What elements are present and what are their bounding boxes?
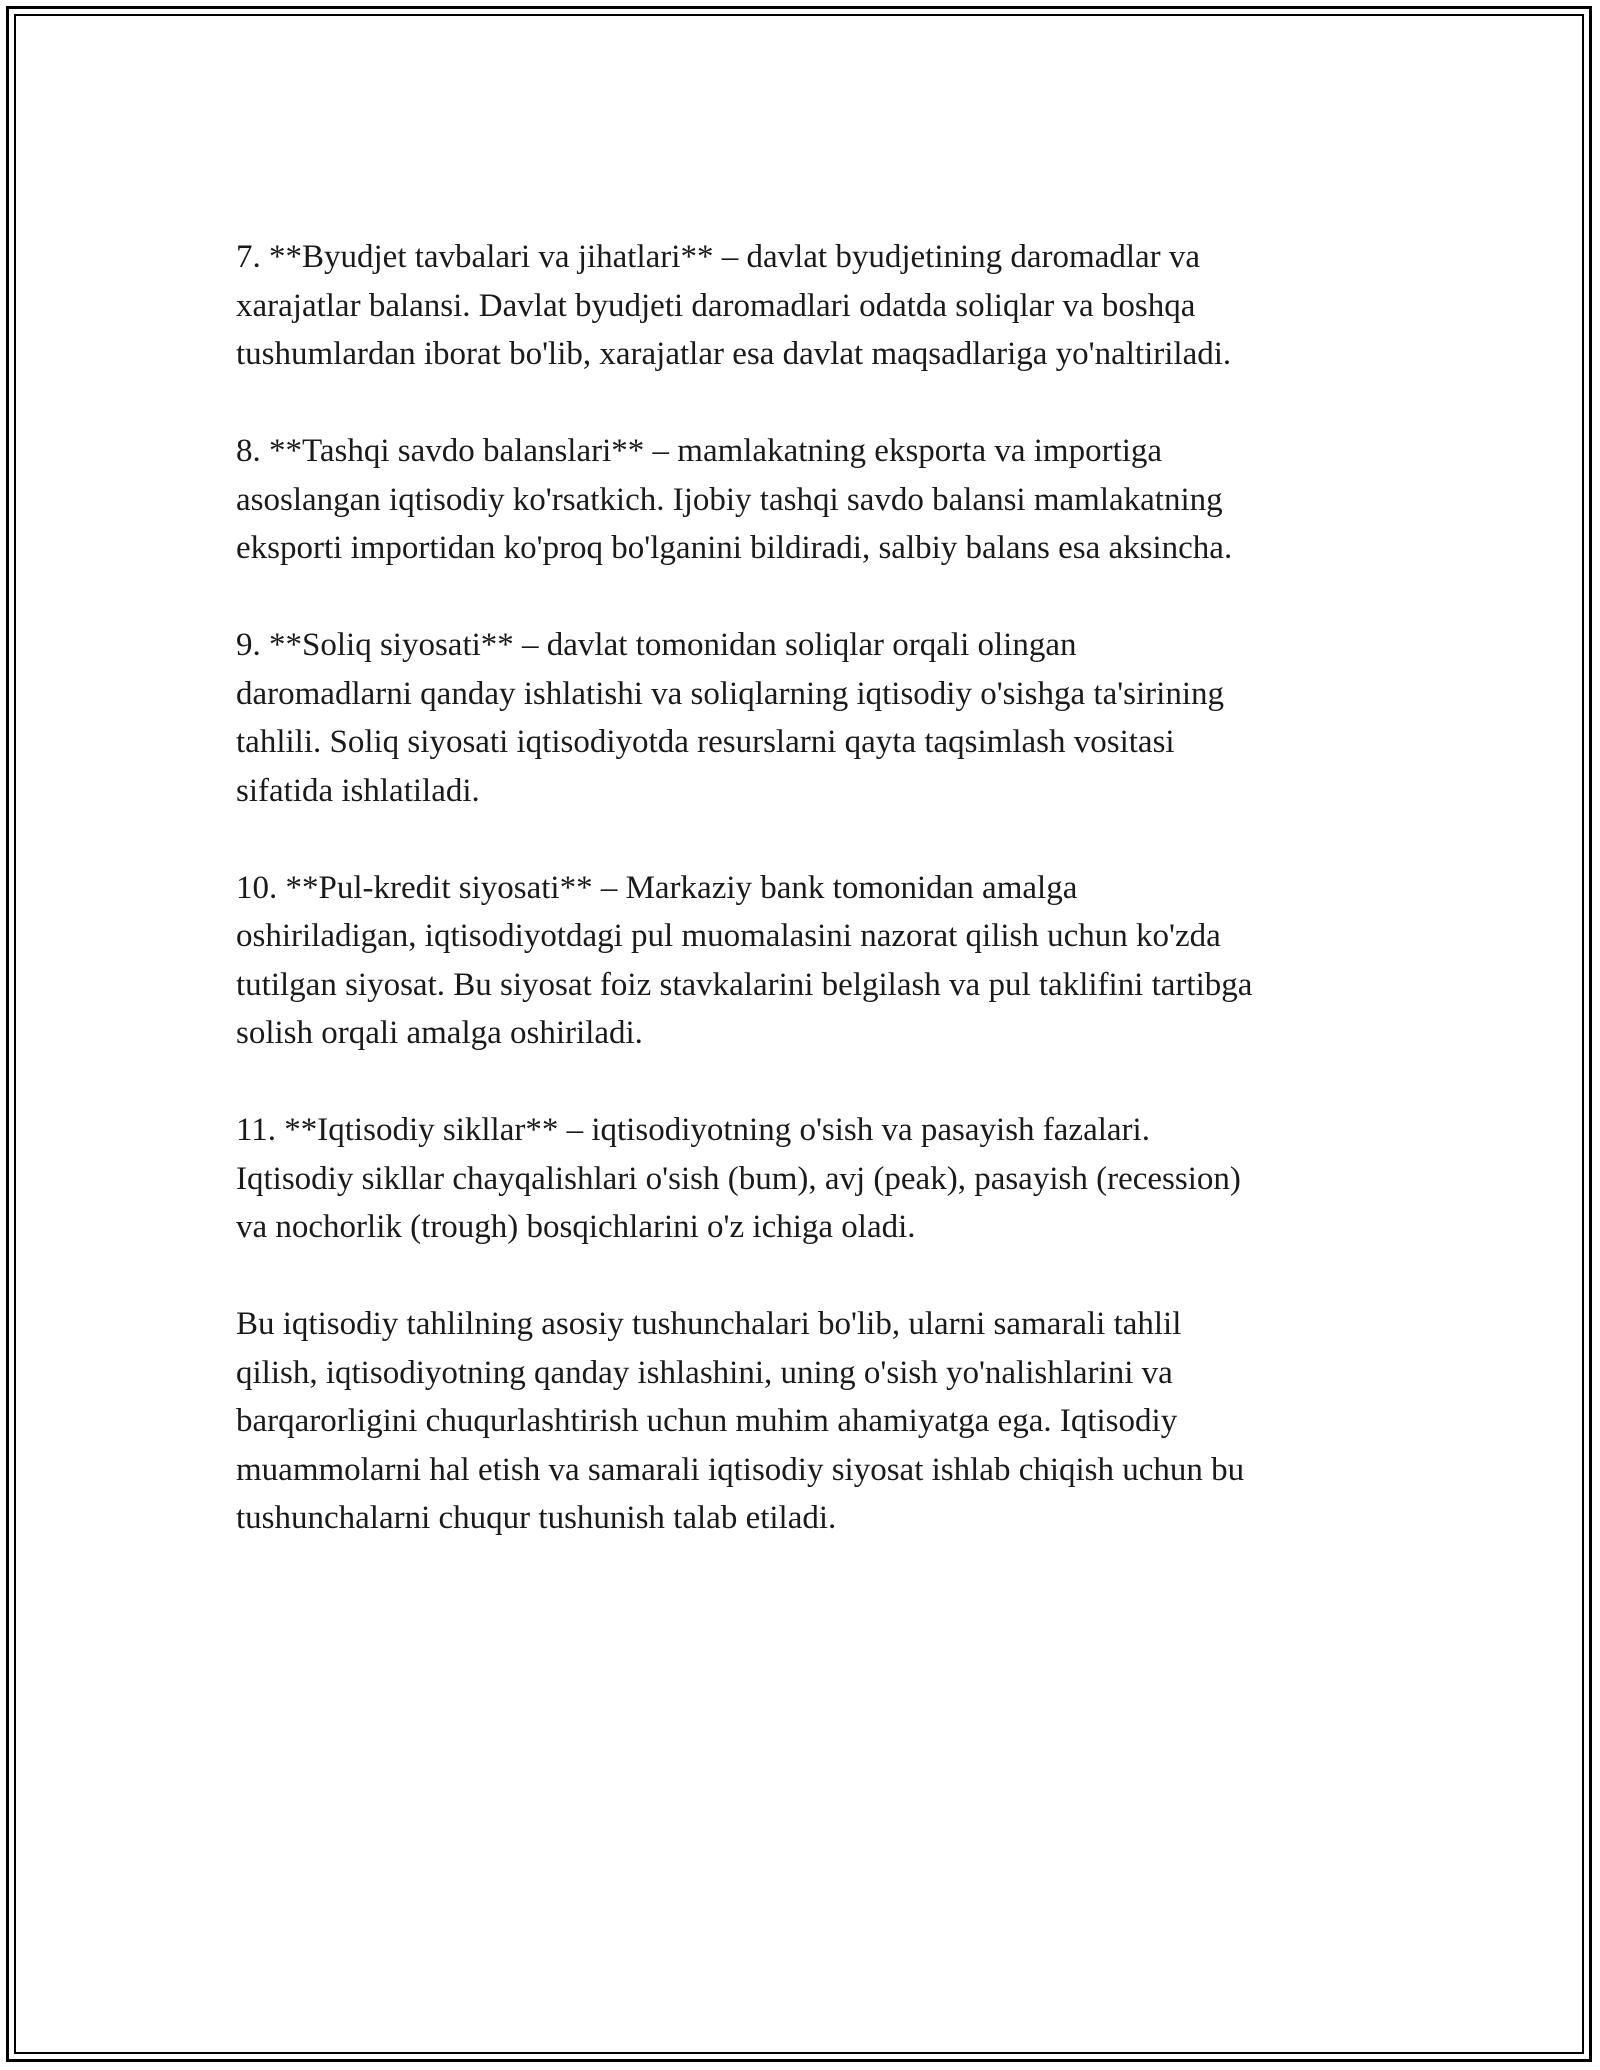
text-line: 8. **Tashqi savdo balanslari** – mamlakatning eksporta va importiga	[236, 433, 1163, 469]
document-body	[236, 233, 1376, 1591]
text-line: 7. **Byudjet tavbalari va jihatlari** – davlat byudjetining daromadlar va	[236, 239, 1201, 275]
text-line: qilish, iqtisodiyotning qanday ishlashini, uning o'sish yo'nalishlarini va	[236, 1354, 1173, 1391]
text-line: Iqtisodiy sikllar chayqalishlari o'sish (bum), avj (peak), pasayish (recession)	[236, 1160, 1241, 1197]
text-line: oshiriladigan, iqtisodiyotdagi pul muomalasini nazorat qilish uchun ko'zda	[236, 918, 1221, 954]
text-line: 10. **Pul-kredit siyosati** – Markaziy bank tomonidan amalga	[236, 869, 1078, 906]
text-line: Bu iqtisodiy tahlilning asosiy tushunchalari bo'lib, ularni samarali tahlil	[236, 1306, 1182, 1342]
text-line: tahlili. Soliq siyosati iqtisodiyotda resurslarni qayta taqsimlash vositasi	[236, 724, 1175, 760]
text-line: eksporti importidan ko'proq bo'lganini bildiradi, salbiy balans esa aksincha.	[236, 530, 1233, 566]
text-line: muammolarni hal etish va samarali iqtisodiy siyosat ishlab chiqish uchun bu	[236, 1451, 1245, 1488]
text-line: tushumlardan iborat bo'lib, xarajatlar esa davlat maqsadlariga yo'naltiriladi.	[236, 336, 1232, 372]
paragraph-byudjet	[236, 233, 1376, 379]
paragraph-soliq-siyosati	[236, 621, 1376, 815]
text-line: 9. **Soliq siyosati** – davlat tomonidan soliqlar orqali olingan	[236, 627, 1077, 663]
text-line: barqarorligini chuqurlashtirish uchun muhim ahamiyatga ega. Iqtisodiy	[236, 1403, 1178, 1439]
text-line: va nochorlik (trough) bosqichlarini o'z ichiga oladi.	[236, 1209, 916, 1245]
text-line: solish orqali amalga oshiriladi.	[236, 1015, 643, 1051]
paragraph-conclusion	[236, 1300, 1376, 1543]
paragraph-tashqi-savdo	[236, 427, 1376, 573]
text-line: 11. **Iqtisodiy sikllar** – iqtisodiyotning o'sish va pasayish fazalari.	[236, 1112, 1150, 1148]
text-line: asoslangan iqtisodiy ko'rsatkich. Ijobiy tashqi savdo balansi mamlakatning	[236, 481, 1223, 518]
text-line: tushunchalarni chuqur tushunish talab etiladi.	[236, 1500, 837, 1536]
text-line: daromadlarni qanday ishlatishi va soliqlarning iqtisodiy o'sishga ta'sirining	[236, 675, 1225, 712]
paragraph-pul-kredit	[236, 864, 1376, 1058]
text-line: xarajatlar balansi. Davlat byudjeti daromadlari odatda soliqlar va boshqa	[236, 287, 1196, 324]
text-line: tutilgan siyosat. Bu siyosat foiz stavkalarini belgilash va pul taklifini tartibga	[236, 966, 1253, 1003]
paragraph-iqtisodiy-sikllar	[236, 1106, 1376, 1252]
text-line: sifatida ishlatiladi.	[236, 772, 480, 809]
